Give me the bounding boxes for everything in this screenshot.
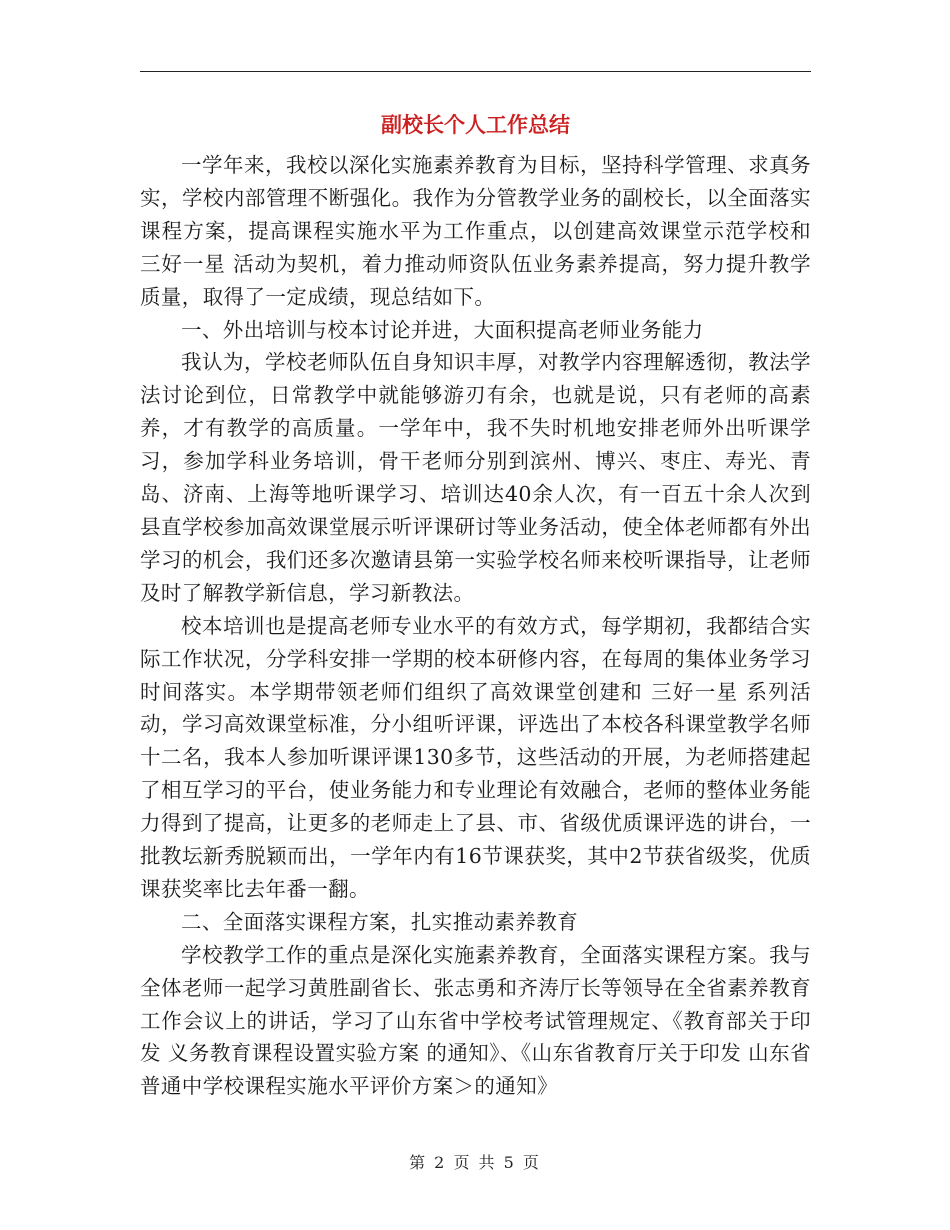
section-heading-1: 一、外出培训与校本讨论并进，大面积提高老师业务能力 bbox=[181, 317, 704, 342]
body-paragraph: 校本培训也是提高老师专业水平的有效方式，每学期初，我都结合实际工作状况，分学科安排一学期的校本研修内容，在每周的集体业务学习时间落实。本学期带领老师们组织了高效课堂创建和 三好一星 系列活动，学习高效课堂标准，分小组听评课，评选出了本校各科课堂教学名师十二名，我本人参加听课评课130多节，这些活动的开展，为老师搭建起了相互学习的平台，使业务能力和专业理论有效融合，老师的整体业务能力得到了提高，让更多的老师走上了县、市、省级优质课评选的讲台，一批教坛新秀脱颖而出，一学年内有16节课获奖，其中2节获省级奖，优质课获奖率比去年番一翻。 bbox=[140, 613, 811, 901]
header-rule bbox=[140, 71, 811, 72]
document-title: 副校长个人工作总结 bbox=[381, 113, 570, 137]
document-body bbox=[140, 149, 811, 1103]
body-paragraph: 学校教学工作的重点是深化实施素养教育，全面落实课程方案。我与全体老师一起学习黄胜副省长、张志勇和齐涛厅长等领导在全省素养教育工作会议上的讲话，学习了山东省中学校考试管理规定、《教育部关于印发 义务教育课程设置实验方案 的通知》、《山东省教育厅关于印发 山东省普通中学校课程实施水平评价方案＞的通知》 bbox=[140, 942, 811, 1099]
page-number-footer: 第 2 页 共 5 页 bbox=[409, 1153, 541, 1172]
section-heading-2: 二、全面落实课程方案，扎实推动素养教育 bbox=[181, 909, 579, 934]
intro-paragraph: 一学年来，我校以深化实施素养教育为目标，坚持科学管理、求真务实，学校内部管理不断强化。我作为分管教学业务的副校长，以全面落实课程方案，提高课程实施水平为工作重点，以创建高效课堂示范学校和 三好一星 活动为契机，着力推动师资队伍业务素养提高，努力提升教学质量，取得了一定成绩，现总结如下。 bbox=[140, 153, 811, 309]
body-paragraph: 我认为，学校老师队伍自身知识丰厚，对教学内容理解透彻，教法学法讨论到位，日常教学中就能够游刃有余，也就是说，只有老师的高素养，才有教学的高质量。一学年中，我不失时机地安排老师外出听课学习，参加学科业务培训，骨干老师分别到滨州、博兴、枣庄、寿光、青岛、济南、上海等地听课学习、培训达40余人次，有一百五十余人次到县直学校参加高效课堂展示听评课研讨等业务活动，使全体老师都有外出学习的机会，我们还多次邀请县第一实验学校名师来校听课指导，让老师及时了解教学新信息，学习新教法。 bbox=[140, 350, 811, 605]
